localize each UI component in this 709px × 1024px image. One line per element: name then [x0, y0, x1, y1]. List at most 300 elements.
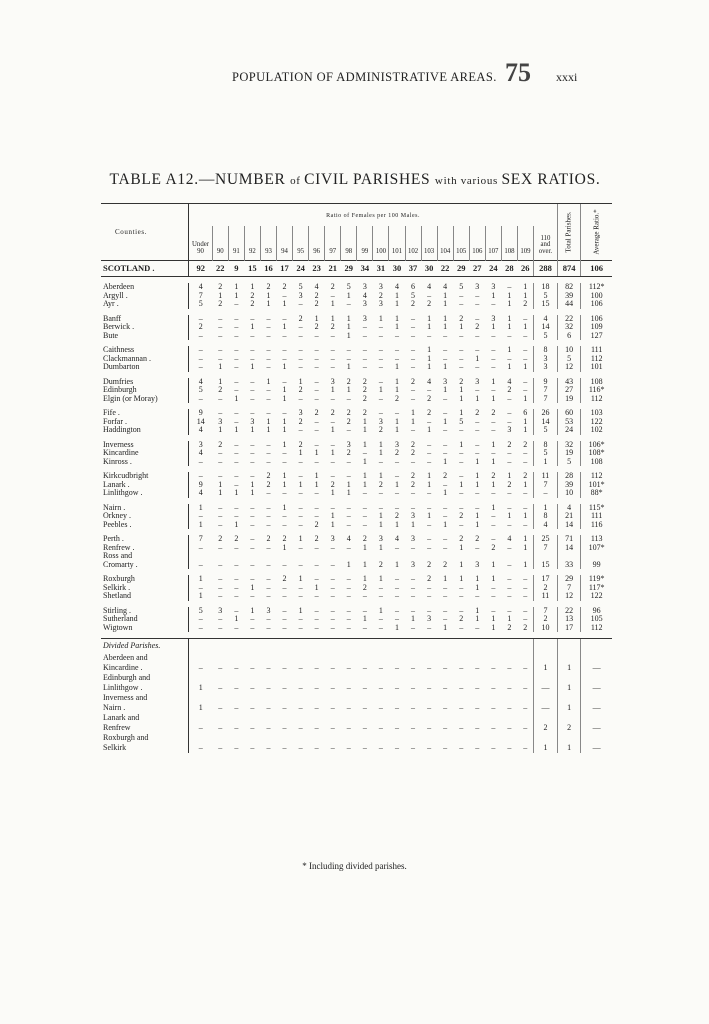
value-cell: – [189, 615, 212, 624]
value-cell: – [443, 449, 448, 458]
value-cell [277, 693, 293, 703]
value-cell: 32 [557, 323, 580, 332]
value-cell: 2 [218, 440, 223, 449]
roman-page-number: xxxi [556, 70, 578, 84]
county-name: Edinburgh and [103, 673, 151, 682]
value-cell: – [523, 743, 528, 752]
empty-cell [405, 639, 421, 654]
value-cell: – [189, 561, 212, 570]
value-cell: 105 [581, 615, 612, 624]
value-cell: – [218, 409, 223, 418]
ratio-109-header-text: 109 [520, 248, 531, 256]
value-cell [453, 733, 469, 743]
value-cell: – [282, 409, 287, 418]
value-cell: – [507, 543, 512, 552]
value-cell: 1 [314, 472, 319, 481]
county-row [101, 346, 612, 355]
value-cell: – [459, 663, 464, 672]
ratio-106-header-text: 106 [472, 248, 483, 256]
value-cell: 108 [581, 458, 612, 467]
value-cell: – [330, 440, 335, 449]
county-name: Kirkcudbright [103, 472, 149, 481]
value-cell: 33 [557, 561, 580, 570]
value-cell [228, 713, 244, 723]
value-cell: 2 [314, 300, 319, 309]
value-cell: 1 [234, 426, 239, 435]
value-cell: – [443, 426, 448, 435]
under-90-header [189, 226, 212, 261]
value-cell: 3 [378, 535, 383, 544]
value-cell: – [330, 592, 335, 601]
county-row [101, 323, 612, 332]
value-cell: – [250, 615, 255, 624]
value-cell: – [330, 663, 335, 672]
value-cell: – [314, 575, 319, 584]
value-cell: – [218, 323, 223, 332]
value-cell: – [507, 331, 512, 340]
value-cell: – [523, 703, 528, 712]
value-cell: 3 [394, 440, 399, 449]
value-cell: 1 [459, 394, 464, 403]
value-cell: – [298, 623, 303, 632]
value-cell: 2 [362, 583, 367, 592]
value-cell: 2 [218, 386, 223, 395]
value-cell: 2 [298, 386, 303, 395]
value-cell [581, 653, 612, 663]
value-cell: 2 [218, 283, 223, 292]
value-cell: 4 [557, 504, 580, 513]
value-cell: 2 [411, 440, 416, 449]
value-cell [485, 693, 501, 703]
value-cell: – [443, 440, 448, 449]
value-cell: 1 [507, 346, 512, 355]
value-cell: – [427, 743, 432, 752]
value-cell: 3 [250, 417, 255, 426]
value-cell: 1 [282, 323, 287, 332]
value-cell: 1 [266, 300, 271, 309]
value-cell [557, 713, 580, 723]
value-cell [453, 693, 469, 703]
value-cell: 1 [298, 377, 303, 386]
value-cell [437, 733, 453, 743]
ratio-98-header-text: 98 [345, 248, 353, 256]
value-cell: 7 [534, 386, 558, 395]
value-cell: 1 [459, 575, 464, 584]
value-cell [309, 693, 325, 703]
value-cell: 3 [346, 440, 351, 449]
value-cell: 9 [189, 409, 212, 418]
value-cell: 1 [266, 291, 271, 300]
value-cell [189, 653, 212, 663]
value-cell: 29 [341, 261, 357, 277]
value-cell: – [459, 331, 464, 340]
value-cell: 1 [443, 575, 448, 584]
value-cell: 2 [459, 377, 464, 386]
value-cell: – [189, 663, 212, 673]
value-cell: – [282, 615, 287, 624]
value-cell [277, 673, 293, 683]
value-cell: – [411, 592, 416, 601]
value-cell: – [266, 386, 271, 395]
value-cell: 4 [394, 283, 399, 292]
county-name: Nairn . [103, 503, 126, 512]
value-cell: – [218, 449, 223, 458]
value-cell: 7 [534, 607, 558, 616]
county-row [101, 512, 612, 521]
value-cell: – [250, 743, 255, 752]
value-cell: – [282, 592, 287, 601]
value-cell: 106 [581, 261, 612, 277]
value-cell: 3 [378, 283, 383, 292]
value-cell: 1 [218, 377, 223, 386]
value-cell: 27 [469, 261, 485, 277]
ratio-92-header-text: 92 [249, 248, 256, 256]
value-cell: 2 [234, 535, 239, 544]
value-cell: 2 [378, 560, 383, 569]
value-cell: – [346, 346, 351, 355]
value-cell: 1 [443, 489, 448, 498]
value-cell: 1 [394, 300, 399, 309]
value-cell: 4 [189, 283, 212, 292]
value-cell: 2 [346, 377, 351, 386]
value-cell: – [523, 489, 528, 498]
value-cell: – [298, 683, 303, 692]
value-cell: – [250, 543, 255, 552]
value-cell [557, 673, 580, 683]
value-cell: 3 [378, 300, 383, 309]
value-cell: 112 [581, 624, 612, 633]
value-cell: 3 [218, 606, 223, 615]
value-cell: 1 [298, 575, 303, 584]
county-name: Lanark and [103, 713, 140, 722]
value-cell [325, 673, 341, 683]
value-cell: 1 [394, 417, 399, 426]
value-cell: 2 [411, 480, 416, 489]
value-cell: 1 [459, 386, 464, 395]
county-row [101, 395, 612, 404]
value-cell: 1 [507, 323, 512, 332]
value-cell: 1 [394, 363, 399, 372]
value-cell: – [475, 743, 480, 752]
value-cell: 1 [411, 615, 416, 624]
value-cell: – [427, 440, 432, 449]
empty-cell [534, 639, 558, 654]
empty-cell [293, 639, 309, 654]
value-cell: 1 [394, 560, 399, 569]
value-cell: – [362, 683, 367, 692]
value-cell: – [427, 663, 432, 672]
value-cell: – [314, 560, 319, 569]
ratio-97-header-text: 97 [329, 248, 337, 256]
value-cell: 106 [581, 315, 612, 324]
value-cell: 2 [507, 623, 512, 632]
value-cell: 5 [534, 449, 558, 458]
value-cell: 1 [459, 323, 464, 332]
value-cell: 1 [507, 300, 512, 309]
county-row [101, 561, 612, 570]
value-cell: – [314, 386, 319, 395]
value-cell: – [459, 472, 464, 481]
value-cell: 1 [346, 314, 351, 323]
value-cell [405, 733, 421, 743]
value-cell [501, 673, 517, 683]
value-cell: 2 [475, 535, 480, 544]
value-cell: – [475, 386, 480, 395]
value-cell [277, 733, 293, 743]
value-cell: – [378, 489, 383, 498]
value-cell: — [581, 703, 612, 713]
scotland-total-row [101, 261, 612, 277]
value-cell: 2 [266, 480, 271, 489]
value-cell: – [491, 354, 496, 363]
value-cell: – [507, 489, 512, 498]
value-cell: 2 [282, 283, 287, 292]
value-cell: — [581, 683, 612, 693]
value-cell: 1 [411, 417, 416, 426]
value-cell: – [443, 743, 448, 752]
value-cell: 874 [557, 261, 580, 277]
value-cell: – [314, 512, 319, 521]
value-cell: – [411, 703, 416, 712]
value-cell: 1 [346, 363, 351, 372]
value-cell: 1 [507, 363, 512, 372]
value-cell: 1 [282, 440, 287, 449]
value-cell: 109 [581, 323, 612, 332]
county-name: Cromarty . [103, 560, 138, 569]
value-cell: 29 [453, 261, 469, 277]
value-cell [228, 733, 244, 743]
value-cell: – [475, 723, 480, 732]
value-cell: 2 [330, 323, 335, 332]
value-cell: 1 [523, 512, 528, 521]
value-cell: 1 [218, 480, 223, 489]
value-cell: – [523, 663, 528, 672]
value-cell: – [443, 615, 448, 624]
value-cell: 1 [378, 520, 383, 529]
value-cell: 22 [212, 261, 228, 277]
value-cell: 2 [298, 314, 303, 323]
value-cell: – [314, 377, 319, 386]
value-cell: 1 [491, 440, 496, 449]
value-cell: 2 [459, 512, 464, 521]
value-cell: 32 [557, 441, 580, 450]
value-cell: – [234, 663, 239, 672]
value-cell: – [443, 409, 448, 418]
value-cell [212, 713, 228, 723]
value-cell: – [491, 300, 496, 309]
value-cell [421, 713, 437, 723]
value-cell: 3 [475, 560, 480, 569]
value-cell [309, 552, 325, 561]
value-cell: 1 [314, 583, 319, 592]
ratio-104-header [437, 226, 453, 261]
value-cell [228, 653, 244, 663]
county-name: Ayr . [103, 300, 119, 309]
value-cell: 1 [394, 426, 399, 435]
value-cell: – [443, 480, 448, 489]
ratio-107-header [485, 226, 501, 261]
value-cell: 7 [534, 544, 558, 553]
value-cell: 3 [298, 409, 303, 418]
value-cell: 1 [459, 480, 464, 489]
value-cell: – [475, 300, 480, 309]
value-cell: 24 [293, 261, 309, 277]
value-cell: – [250, 354, 255, 363]
value-cell: – [507, 683, 512, 692]
value-cell: 1 [427, 426, 432, 435]
value-cell: 28 [501, 261, 517, 277]
value-cell: – [394, 663, 399, 672]
value-cell [357, 673, 373, 683]
value-cell: – [298, 457, 303, 466]
value-cell: 1 [475, 583, 480, 592]
ratio-107-header-text: 107 [488, 248, 499, 256]
value-cell: 1 [378, 472, 383, 481]
counties-column-header: Counties. [101, 204, 189, 261]
value-cell [244, 653, 260, 663]
value-cell: 2 [346, 417, 351, 426]
value-cell: 3 [266, 606, 271, 615]
value-cell: – [298, 703, 303, 712]
value-cell: – [411, 623, 416, 632]
value-cell: 1 [266, 426, 271, 435]
value-cell: – [378, 743, 383, 752]
value-cell: 1 [250, 480, 255, 489]
empty-cell [421, 639, 437, 654]
county-row [101, 481, 612, 490]
county-row [101, 504, 612, 513]
value-cell: 7 [534, 395, 558, 404]
value-cell: – [282, 449, 287, 458]
value-cell [421, 552, 437, 561]
value-cell: 44 [557, 300, 580, 309]
value-cell: 3 [491, 283, 496, 292]
value-cell: 1 [491, 377, 496, 386]
ratio-90-header-text: 90 [216, 248, 224, 256]
value-cell: – [362, 346, 367, 355]
empty-cell [341, 639, 357, 654]
county-name: Inverness and [103, 693, 148, 702]
county-row [101, 426, 612, 435]
under-90-header-text: 90 [197, 248, 204, 256]
value-cell [453, 552, 469, 561]
value-cell: 10 [557, 489, 580, 498]
value-cell: – [411, 363, 416, 372]
county-name: Edinburgh [103, 386, 137, 395]
value-cell: 112 [581, 355, 612, 364]
value-cell: 1 [491, 575, 496, 584]
empty-cell [189, 639, 212, 654]
value-cell: 10 [557, 346, 580, 355]
value-cell [309, 713, 325, 723]
county-row [101, 441, 612, 450]
value-cell: 1 [394, 623, 399, 632]
value-cell: – [362, 331, 367, 340]
value-cell: 1 [362, 480, 367, 489]
value-cell: – [298, 512, 303, 521]
table-title-part: of [290, 175, 305, 187]
value-cell: – [234, 512, 239, 521]
value-cell: 1 [427, 512, 432, 521]
value-cell: – [250, 331, 255, 340]
value-cell: – [362, 606, 367, 615]
value-cell: – [475, 489, 480, 498]
value-cell: – [362, 703, 367, 712]
value-cell: 1 [491, 615, 496, 624]
value-cell: – [346, 703, 351, 712]
value-cell: – [282, 663, 287, 672]
value-cell: 1 [330, 426, 335, 435]
value-cell [485, 733, 501, 743]
value-cell [453, 713, 469, 723]
value-cell: – [266, 314, 271, 323]
value-cell: – [234, 592, 239, 601]
ratio-92-header [244, 226, 260, 261]
value-cell: 2 [362, 394, 367, 403]
value-cell: – [491, 703, 496, 712]
county-name: Berwick . [103, 323, 135, 332]
value-cell: – [475, 363, 480, 372]
value-cell: 1 [189, 703, 212, 713]
value-cell: – [266, 683, 271, 692]
value-cell: – [475, 703, 480, 712]
value-cell: – [427, 417, 432, 426]
value-cell: 1 [394, 386, 399, 395]
value-cell: 27 [557, 386, 580, 395]
value-cell: – [234, 386, 239, 395]
value-cell: 29 [557, 575, 580, 584]
value-cell: – [234, 683, 239, 692]
value-cell: – [394, 683, 399, 692]
county-name: Nairn . [103, 703, 126, 712]
value-cell: – [523, 723, 528, 732]
value-cell: – [394, 592, 399, 601]
value-cell: – [475, 623, 480, 632]
value-cell: – [346, 512, 351, 521]
value-cell [389, 693, 405, 703]
value-cell: – [459, 426, 464, 435]
value-cell: 3 [378, 417, 383, 426]
value-cell: – [394, 543, 399, 552]
value-cell: – [298, 323, 303, 332]
ratio-102-header [405, 226, 421, 261]
table-title-part: with various [434, 175, 502, 187]
value-cell: – [234, 449, 239, 458]
value-cell: – [346, 503, 351, 512]
value-cell: 111 [581, 346, 612, 355]
county-row [101, 607, 612, 616]
value-cell: 1 [475, 615, 480, 624]
value-cell: 2 [523, 300, 528, 309]
value-cell: 2 [330, 480, 335, 489]
value-cell: 11 [534, 472, 558, 481]
value-cell: 4 [394, 535, 399, 544]
value-cell: 1 [507, 291, 512, 300]
value-cell: 24 [485, 261, 501, 277]
value-cell: – [507, 575, 512, 584]
value-cell: – [266, 520, 271, 529]
value-cell: 1 [459, 543, 464, 552]
divided-parish-row [101, 673, 612, 683]
value-cell: 3 [298, 291, 303, 300]
value-cell [421, 653, 437, 663]
value-cell: 1 [362, 615, 367, 624]
value-cell: – [378, 683, 383, 692]
value-cell: 1 [250, 606, 255, 615]
value-cell: 2 [394, 449, 399, 458]
value-cell: 1 [523, 283, 528, 292]
value-cell: – [234, 623, 239, 632]
